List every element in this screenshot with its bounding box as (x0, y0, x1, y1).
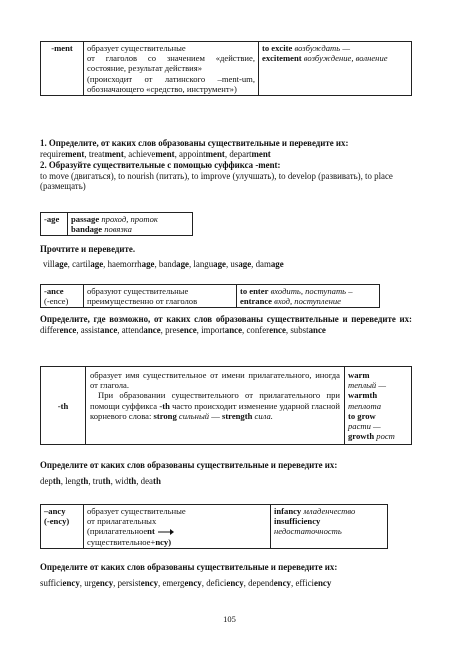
example-translation: повязка (104, 224, 132, 235)
derived-word: emergency (162, 577, 202, 588)
derived-word: assistance (80, 324, 118, 335)
derived-word: village (43, 258, 68, 269)
example-cell (68, 213, 193, 236)
derived-word: importance (201, 324, 243, 335)
derived-word: language (193, 258, 226, 269)
derived-word: truth (92, 475, 111, 486)
arrow-right-icon (157, 528, 175, 536)
example-translation: вход, поступление (274, 296, 341, 307)
suffix-table-age (40, 212, 193, 236)
example-cell (237, 285, 380, 308)
example-translation: младенчество (303, 506, 356, 516)
example-cell: warm теплый — warmth теплота to grow расти — growth рост (345, 367, 412, 445)
derived-word: width (115, 475, 137, 486)
derived-word: usage (230, 258, 252, 269)
derived-word: difference (40, 324, 77, 335)
derived-word: death (140, 475, 161, 486)
exercise-text: to move (двигаться), to nourish (питать), to improve (улучшать), to develop (развивать), to place (размещать) (40, 170, 393, 192)
derived-word: requirement (40, 148, 85, 159)
suffix-cell: -th (41, 367, 86, 445)
page-number: 105 (223, 614, 236, 624)
derived-word: substance (290, 324, 326, 335)
derived-word: haemorrhage (107, 258, 155, 269)
derived-word: persistency (117, 577, 159, 588)
exercise-title: 1. Определите, от каких слов образованы существительные и переведите их: (40, 138, 349, 148)
word-list: village, cartilage, haemorrhage, bandage, language, usage, damage (43, 258, 284, 269)
derived-word: urgency (84, 577, 114, 588)
derived-word: appointment (179, 148, 225, 159)
exercise-3 (40, 244, 412, 269)
exercise-title: Прочтите и переведите. (40, 244, 136, 254)
word-list: difference, assistance, attendance, presence, importance, conference, substance (40, 324, 326, 335)
example-word: bandage (71, 224, 103, 235)
suffix-table-th (40, 366, 412, 445)
exercise-5 (40, 460, 412, 486)
example-word: infancy (274, 506, 302, 516)
example-translation: возбуждение, волнение (303, 53, 388, 64)
exercise-title: 2. Образуйте существительные с помощью суффикса -ment: (40, 160, 281, 170)
derived-word: achievement (128, 148, 175, 159)
description-cell (84, 42, 259, 96)
description-cell: образует существительные от прилагательных (прилагательноеnt существительное+ncy) (84, 505, 271, 549)
description-cell: образуют существительные преимущественно от глаголов (84, 285, 237, 308)
example-word: entrance (240, 296, 272, 307)
derived-word: cartilage (72, 258, 104, 269)
exercise-4 (40, 314, 412, 335)
derived-word: presence (165, 324, 197, 335)
example-word: insufficiency (274, 516, 321, 527)
example-word: passage (71, 214, 100, 224)
derived-word: deficiency (206, 577, 244, 588)
derived-word: conference (246, 324, 286, 335)
word-list: requirement, treatment, achievement, appointment, department (40, 148, 271, 159)
derived-word: depth (40, 475, 61, 486)
example-word: to excite (262, 43, 293, 53)
exercise-title: Определите, где возможно, от каких слов образованы существительные и переведите их: (40, 314, 412, 324)
exercise-2 (40, 160, 412, 192)
derived-word: length (65, 475, 89, 486)
word-list: depth, length, truth, width, death (40, 475, 161, 486)
suffix-table-ance (40, 284, 380, 308)
derived-word: sufficiency (40, 577, 80, 588)
exercise-title: Определите от каких слов образованы существительные и переведите их: (40, 562, 338, 572)
exercise-1 (40, 138, 412, 159)
example-translation: возбуждать — (294, 43, 350, 53)
desc-line: (происходит от латинского –ment-um, обозначающего «средство, инструмент») (87, 73, 255, 94)
suffix-cell: -ance (-ence) (41, 285, 84, 308)
suffix-table-ancy (40, 504, 388, 549)
derived-word: efficiency (295, 577, 332, 588)
desc-line: от глаголов со значением «действие, состояние, результат действия» (87, 53, 255, 74)
example-cell (259, 42, 412, 96)
suffix-cell: -age (41, 213, 68, 236)
derived-word: attendance (121, 324, 161, 335)
example-word: excitement (262, 53, 302, 64)
example-translation: недостаточность (274, 526, 342, 537)
derived-word: department (229, 148, 271, 159)
exercise-6 (40, 562, 412, 588)
suffix-cell: –ancy (-ency) (41, 505, 84, 549)
suffix-cell: -ment (41, 42, 84, 96)
example-cell (271, 505, 388, 549)
derived-word: bandage (158, 258, 189, 269)
exercise-title: Определите от каких слов образованы существительные и переведите их: (40, 460, 338, 470)
example-translation: входить, поступать – (270, 286, 353, 296)
example-translation: проход, проток (101, 214, 158, 224)
description-cell: образует имя существительное от имени прилагательного, иногда от глагола. При образовании существительного от прилагательного при помощи суффикса -th часто происходит изменение ударной гласной корневого слова: strong сильный — strength сила. (86, 367, 345, 445)
example-word: to enter (240, 286, 269, 296)
desc-line: образует существительные (87, 43, 186, 53)
derived-word: treatment (88, 148, 124, 159)
word-list: sufficiency, urgency, persistency, emergency, deficiency, dependency, efficiency (40, 577, 332, 588)
derived-word: damage (255, 258, 284, 269)
derived-word: dependency (248, 577, 291, 588)
suffix-table-ment (40, 41, 412, 96)
